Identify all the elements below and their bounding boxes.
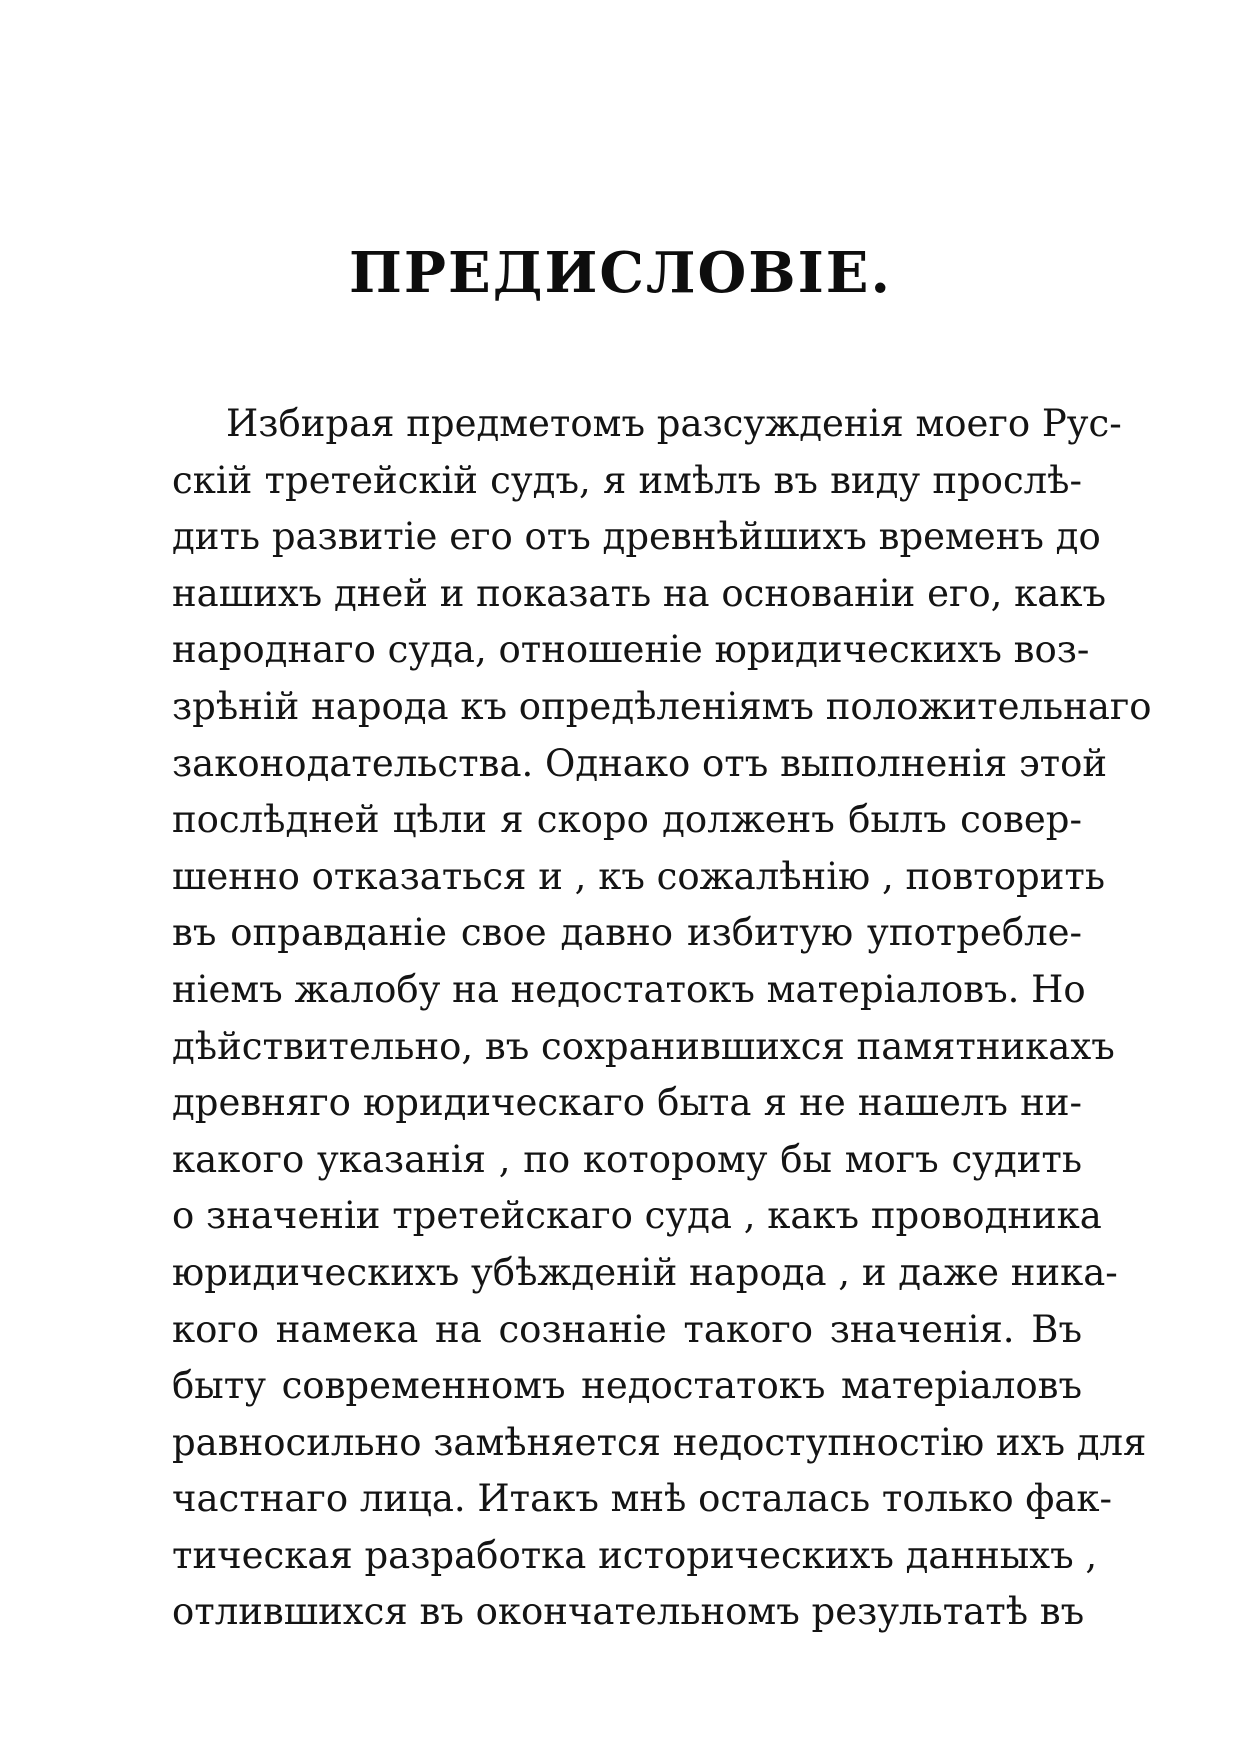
text-line: какого указанія , по которому бы могъ судить xyxy=(172,1137,1082,1181)
text-line: равносильно замѣняется недоступностію ихъ для xyxy=(172,1420,1147,1464)
text-line: быту современномъ недостатокъ матеріаловъ xyxy=(172,1364,1082,1408)
text-line: народнаго суда, отношеніе юридическихъ воз- xyxy=(172,628,1090,672)
text-line: зрѣній народа къ опредѣленіямъ положительнаго xyxy=(172,684,1152,728)
text-line: кого намека на сознаніе такого значенія. Въ xyxy=(172,1307,1082,1351)
text-line: Избирая предметомъ разсужденія моего Рус- xyxy=(226,402,1122,445)
text-line: законодательства. Однако отъ выполненія этой xyxy=(172,741,1108,785)
text-line: отлившихся въ окончательномъ результатѣ въ xyxy=(172,1590,1085,1634)
text-line: послѣдней цѣли я скоро долженъ былъ совер- xyxy=(172,798,1082,842)
text-line: скій третейскій судъ, я имѣлъ въ виду прослѣ- xyxy=(172,458,1082,502)
text-line: шенно отказаться и , къ сожалѣнію , повторить xyxy=(172,854,1106,898)
text-line: въ оправданіе свое давно избитую употребле- xyxy=(172,911,1082,955)
page-title: ПРЕДИСЛОВІЕ. xyxy=(349,240,892,306)
text-line: о значеніи третейскаго суда , какъ проводника xyxy=(172,1194,1102,1238)
text-line: частнаго лица. Итакъ мнѣ осталась только фак- xyxy=(172,1477,1113,1521)
text-line: нашихъ дней и показать на основаніи его, какъ xyxy=(172,571,1107,615)
text-line: древняго юридическаго быта я не нашелъ ни- xyxy=(172,1081,1082,1125)
text-line: юридическихъ убѣжденій народа , и даже ника- xyxy=(172,1250,1118,1294)
text-line: ніемъ жалобу на недостатокъ матеріаловъ. Но xyxy=(172,967,1086,1011)
text-line: тическая разработка историческихъ данныхъ , xyxy=(172,1533,1098,1577)
text-line: дить развитіе его отъ древнѣйшихъ временъ до xyxy=(172,515,1101,559)
text-line: дѣйствительно, въ сохранившихся памятникахъ xyxy=(172,1024,1115,1068)
preface-text xyxy=(172,396,1152,1641)
